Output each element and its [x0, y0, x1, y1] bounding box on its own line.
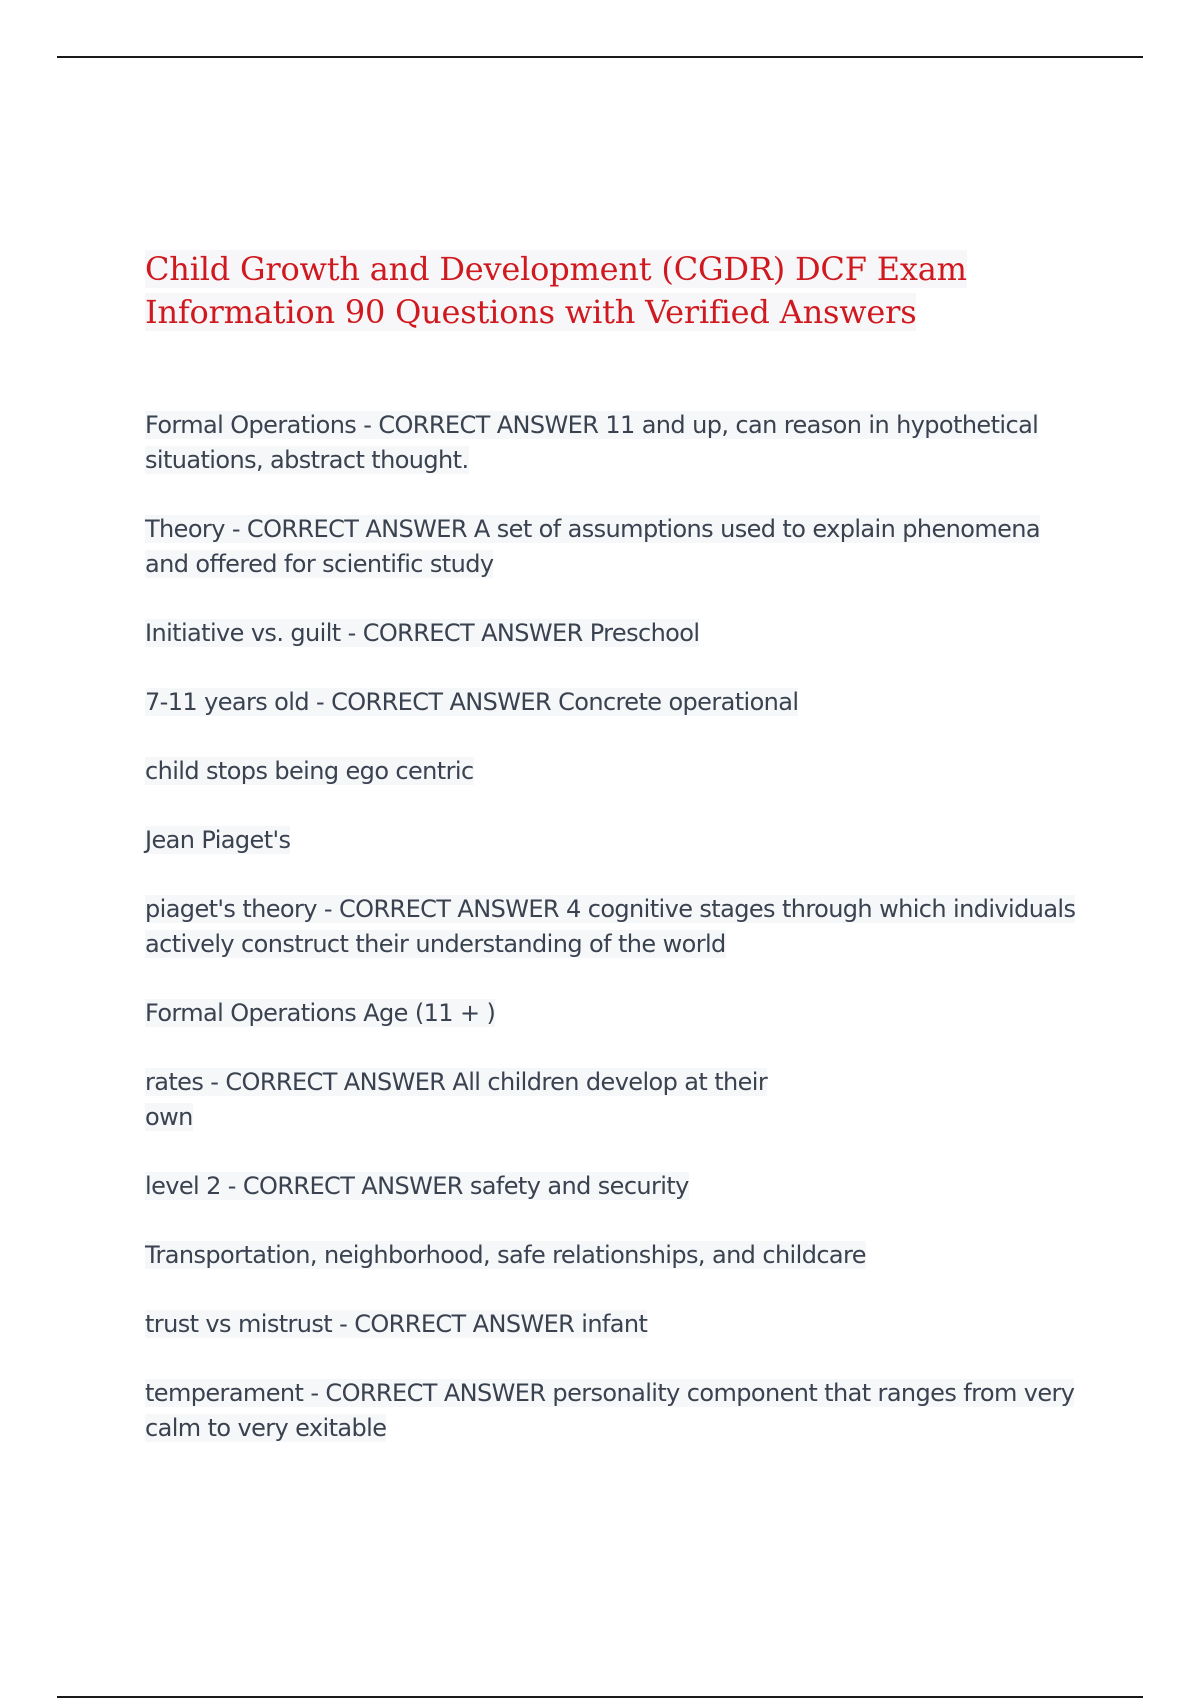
qa-entry-formal-operations [145, 408, 1085, 478]
title-line-1: Child Growth and Development (CGDR) DCF Exam [145, 250, 967, 288]
qa-entry-text: level 2 - CORRECT ANSWER safety and security [145, 1172, 689, 1200]
qa-entry-level-2 [145, 1169, 1085, 1204]
qa-entry-jean-piaget [145, 823, 1085, 858]
header-rule [57, 56, 1143, 58]
document-body [145, 248, 1085, 1480]
qa-entry-ego-centric [145, 754, 1085, 789]
qa-entry-text: temperament - CORRECT ANSWER personality component that ranges from very calm to very exitable [145, 1379, 1075, 1442]
qa-entry-temperament [145, 1376, 1085, 1446]
document-title [145, 248, 1085, 334]
qa-entry-piaget-theory [145, 892, 1085, 962]
qa-entry-text: Formal Operations - CORRECT ANSWER 11 and up, can reason in hypothetical situations, abstract thought. [145, 411, 1039, 474]
qa-entry-text: Formal Operations Age (11 + ) [145, 999, 496, 1027]
qa-entry-text: 7-11 years old - CORRECT ANSWER Concrete operational [145, 688, 799, 716]
qa-entry-text: Theory - CORRECT ANSWER A set of assumptions used to explain phenomena and offered for scientific study [145, 515, 1040, 578]
qa-entry-text: trust vs mistrust - CORRECT ANSWER infant [145, 1310, 648, 1338]
qa-entry-7-11-years [145, 685, 1085, 720]
qa-entry-formal-operations-age [145, 996, 1085, 1031]
qa-entry-text: rates - CORRECT ANSWER All children develop at their own [145, 1068, 768, 1131]
qa-entry-initiative-vs-guilt [145, 616, 1085, 651]
qa-entry-trust-vs-mistrust [145, 1307, 1085, 1342]
qa-entry-text: piaget's theory - CORRECT ANSWER 4 cognitive stages through which individuals actively construct their understanding of the world [145, 895, 1076, 958]
qa-entry-text: Jean Piaget's [145, 826, 291, 854]
qa-entry-text: Transportation, neighborhood, safe relationships, and childcare [145, 1241, 866, 1269]
qa-entry-theory [145, 512, 1085, 582]
title-line-2: Information 90 Questions with Verified Answers [145, 293, 917, 331]
qa-entry-rates [145, 1065, 785, 1135]
qa-entry-text: child stops being ego centric [145, 757, 474, 785]
qa-list [145, 408, 1085, 1446]
qa-entry-text: Initiative vs. guilt - CORRECT ANSWER Preschool [145, 619, 700, 647]
footer-rule [57, 1696, 1143, 1698]
qa-entry-transportation [145, 1238, 1085, 1273]
